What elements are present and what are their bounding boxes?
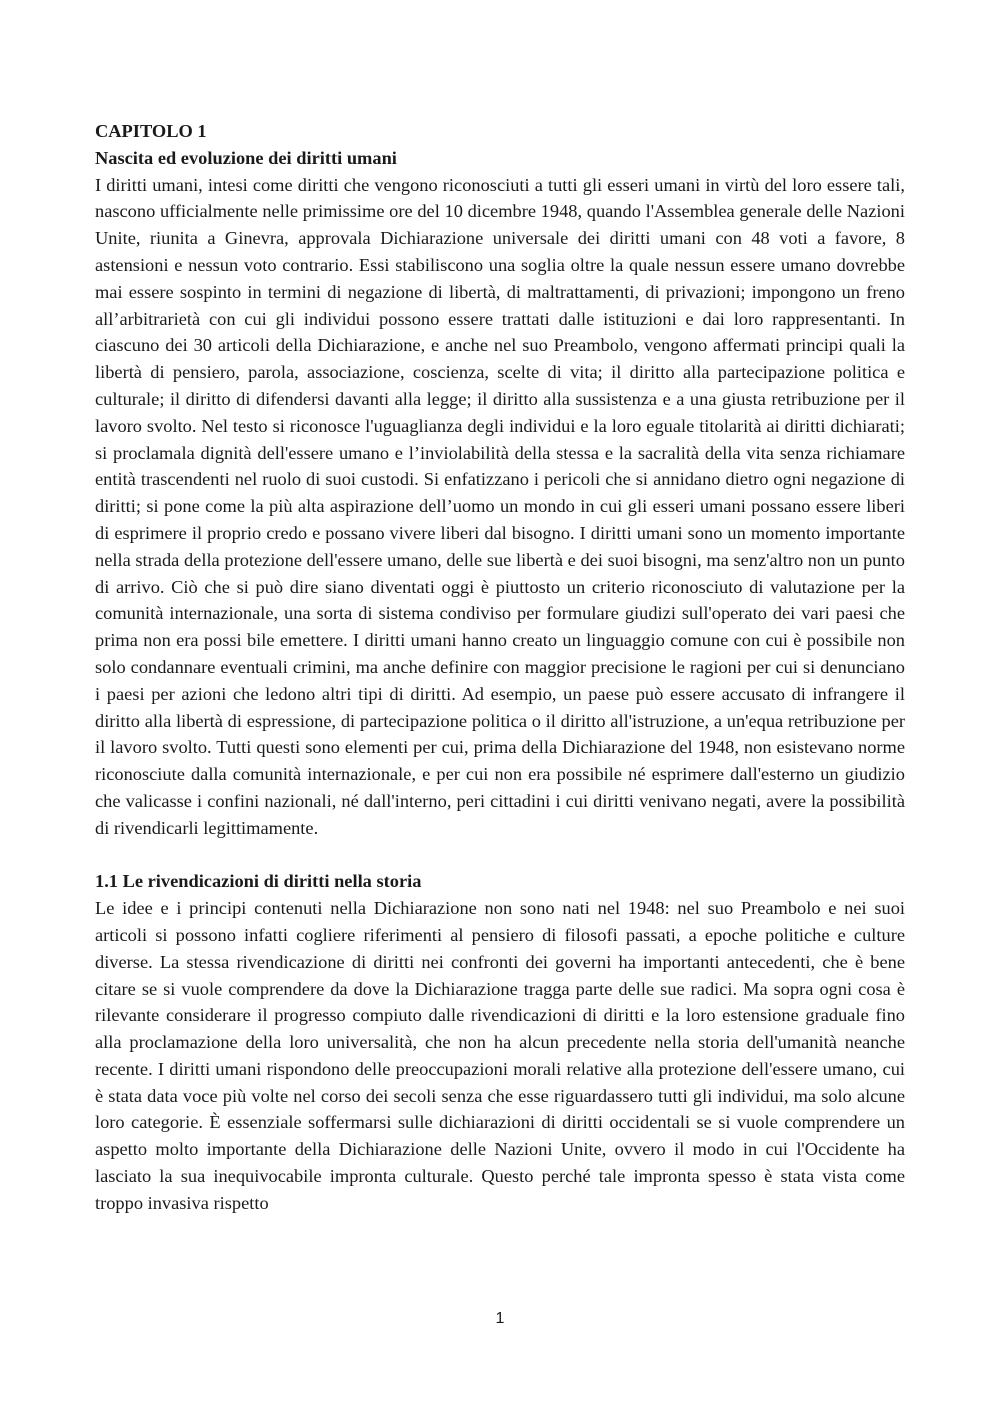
section-paragraph: Le idee e i principi contenuti nella Dichiarazione non sono nati nel 1948: nel suo Preambolo e nei suoi articoli si possono infatti cogliere riferimenti al pensiero di filosofi passati, a epoche politiche e culture diverse. La stessa rivendicazione di diritti nei confronti dei governi ha importanti antecedenti, che è bene citare se si vuole comprendere da dove la Dichiarazione tragga parte delle sue radici. Ma sopra ogni cosa è rilevante considerare il progresso compiuto dalle rivendicazioni di diritti e la loro estensione graduale fino alla proclamazione della loro universalità, che non ha alcun precedente nella storia dell'umanità neanche recente. I diritti umani rispondono delle preoccupazioni morali relative alla protezione dell'essere umano, cui è stata data voce più volte nel corso dei secoli senza che esse riguardassero tutti gli individui, ma solo alcune loro categorie. È essenziale soffermarsi sulle dichiarazioni di diritti occidentali se si vuole comprendere un aspetto molto importante della Dichiarazione delle Nazioni Unite, ovvero il modo in cui l'Occidente ha lasciato la sua inequivocabile impronta culturale. Questo perché tale impronta spesso è stata vista come troppo invasiva rispetto bbox=[95, 898, 905, 1213]
chapter-label: CAPITOLO 1 bbox=[95, 121, 207, 141]
section-title: 1.1 Le rivendicazioni di diritti nella storia bbox=[95, 871, 422, 892]
intro-paragraph: I diritti umani, intesi come diritti che vengono riconosciuti a tutti gli esseri umani in virtù del loro essere tali, nascono ufficialmente nelle primissime ore del 10 dicembre 1948, quando l'Assemblea generale delle Nazioni Unite, riunita a Ginevra, approvala Dichiarazione universale dei diritti umani con 48 voti a favore, 8 astensioni e nessun voto contrario. Essi stabiliscono una soglia oltre la quale nessun essere umano dovrebbe mai essere sospinto in termini di negazione di libertà, di maltrattamenti, di privazioni; impongono un freno all’arbitrarietà con cui gli individui possono essere trattati dalle istituzioni e dai loro rappresentanti. In ciascuno dei 30 articoli della Dichiarazione, e anche nel suo Preambolo, vengono affermati principi quali la libertà di pensiero, parola, associazione, coscienza, scelte di vita; il diritto alla partecipazione politica e culturale; il diritto di difendersi davanti alla legge; il diritto alla sussistenza e a una giusta retribuzione per il lavoro svolto. Nel testo si riconosce l'uguaglianza degli individui e la loro eguale titolarità ai diritti dichiarati; si proclamala dignità dell'essere umano e l’inviolabilità della stessa e la sacralità della vita senza richiamare entità trascendenti nel ruolo di suoi custodi. Si enfatizzano i pericoli che si annidano dietro ogni negazione di diritti; si pone come la più alta aspirazione dell’uomo un mondo in cui gli esseri umani possano essere liberi di esprimere il proprio credo e possano vivere liberi dal bisogno. I diritti umani sono un momento importante nella strada della protezione dell'essere umano, delle sue libertà e dei suoi bisogni, ma senz'altro non un punto di arrivo. Ciò che si può dire siano diventati oggi è piuttosto un criterio riconosciuto di valutazione per la comunità internazionale, una sorta di sistema condiviso per formulare giudizi sull'operato dei vari paesi che prima non era possi bile emettere. I diritti umani hanno creato un linguaggio comune con cui è possibile non solo condannare eventuali crimini, ma anche definire con maggior precisione le ragioni per cui si denunciano i paesi per azioni che ledono altri tipi di diritti. Ad esempio, un paese può essere accusato di infrangere il diritto alla libertà di espressione, di partecipazione politica o il diritto all'istruzione, a un'equa retribuzione per il lavoro svolto. Tutti questi sono elementi per cui, prima della Dichiarazione del 1948, non esistevano norme riconosciute dalla comunità internazionale, e per cui non era possibile né esprimere dall'esterno un giudizio che valicasse i confini nazionali, né dall'interno, peri cittadini i cui diritti venivano negati, avere la possibilità di rivendicarli legittimamente. bbox=[95, 174, 905, 838]
page-content bbox=[95, 118, 905, 1217]
chapter-title: Nascita ed evoluzione dei diritti umani bbox=[95, 147, 397, 168]
page-number: 1 bbox=[495, 1310, 505, 1327]
